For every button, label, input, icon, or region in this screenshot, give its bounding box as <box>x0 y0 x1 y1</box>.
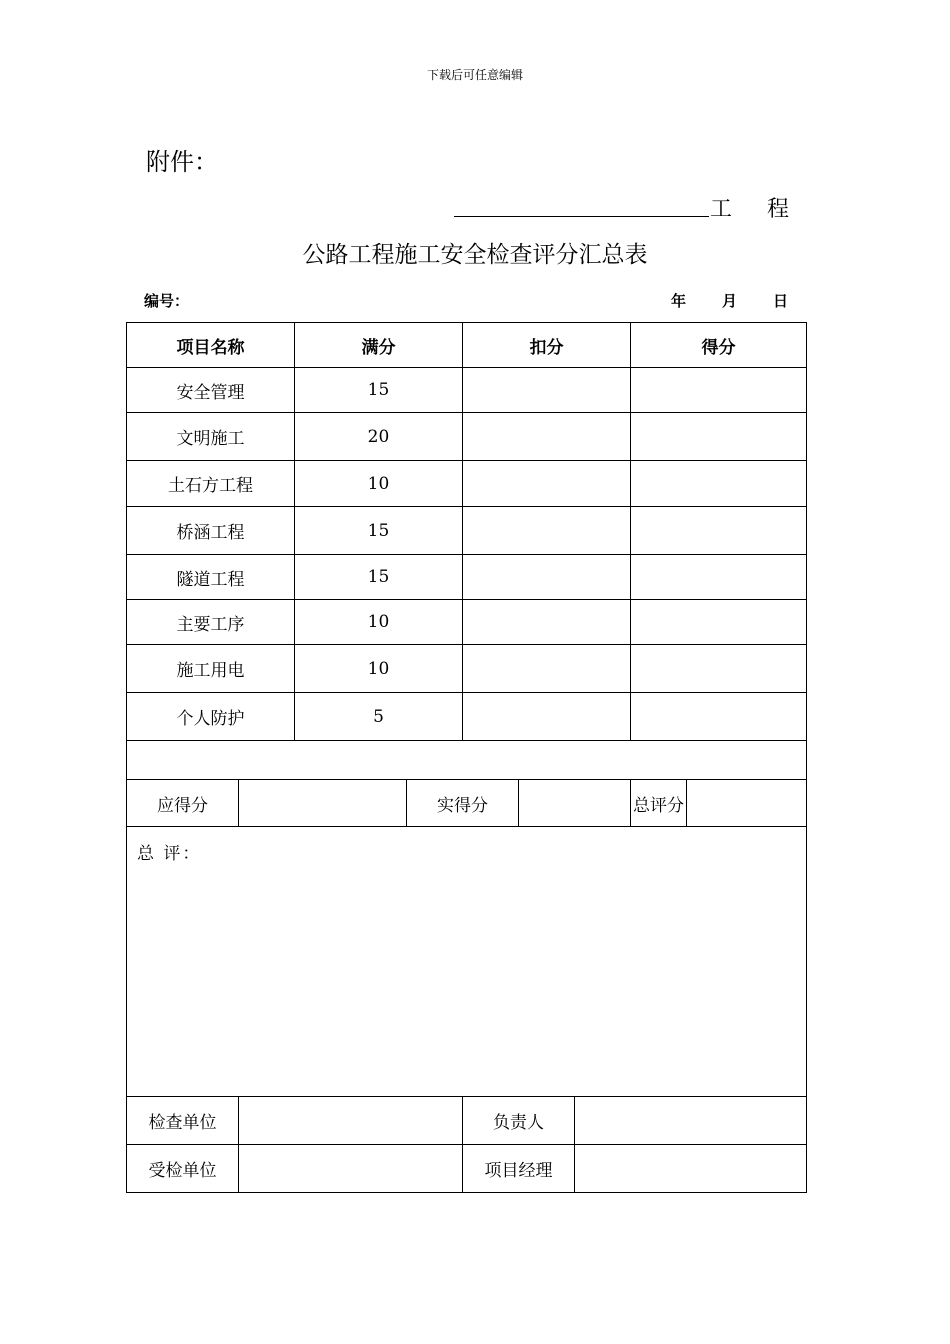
date-month-label: 月 <box>722 292 738 310</box>
deduction-cell[interactable] <box>463 507 631 555</box>
header-score: 得分 <box>631 323 807 368</box>
actual-score-value[interactable] <box>519 780 631 827</box>
inspecting-unit-value[interactable] <box>239 1097 463 1145</box>
signature-row <box>127 1097 807 1145</box>
project-label: 工 程 <box>710 197 803 222</box>
full-score-cell: 10 <box>295 600 463 645</box>
project-name-line <box>452 192 803 222</box>
full-score-cell: 15 <box>295 555 463 600</box>
total-score-label: 总评分 <box>631 780 687 827</box>
full-score-cell: 5 <box>295 693 463 741</box>
table-row <box>127 507 807 555</box>
item-name-cell: 文明施工 <box>127 413 295 461</box>
score-cell[interactable] <box>631 693 807 741</box>
summary-row <box>127 780 807 827</box>
attachment-label: 附件： <box>146 148 218 176</box>
serial-label: 编号： <box>144 292 190 310</box>
signature-row <box>127 1145 807 1193</box>
project-manager-value[interactable] <box>575 1145 807 1193</box>
score-cell[interactable] <box>631 645 807 693</box>
deduction-cell[interactable] <box>463 693 631 741</box>
blank-cell <box>127 741 807 780</box>
date-year-label: 年 <box>671 292 687 310</box>
blank-row <box>127 741 807 780</box>
item-name-cell: 施工用电 <box>127 645 295 693</box>
project-name-blank <box>454 216 709 217</box>
score-cell[interactable] <box>631 368 807 413</box>
item-name-cell: 主要工序 <box>127 600 295 645</box>
full-score-cell: 20 <box>295 413 463 461</box>
score-cell[interactable] <box>631 600 807 645</box>
table-row <box>127 645 807 693</box>
table-row <box>127 693 807 741</box>
page-title: 公路工程施工安全检查评分汇总表 <box>302 242 648 268</box>
expected-score-value[interactable] <box>239 780 407 827</box>
deduction-cell[interactable] <box>463 368 631 413</box>
item-name-cell: 个人防护 <box>127 693 295 741</box>
item-name-cell: 土石方工程 <box>127 461 295 507</box>
deduction-cell[interactable] <box>463 461 631 507</box>
deduction-cell[interactable] <box>463 600 631 645</box>
score-summary-table <box>126 322 807 1193</box>
score-cell[interactable] <box>631 555 807 600</box>
actual-score-label: 实得分 <box>407 780 519 827</box>
table-row <box>127 555 807 600</box>
header-deduction: 扣分 <box>463 323 631 368</box>
header-note: 下载后可任意编辑 <box>426 68 523 82</box>
header-full-score: 满分 <box>295 323 463 368</box>
responsible-person-label: 负责人 <box>463 1097 575 1145</box>
comment-row <box>127 827 807 1097</box>
deduction-cell[interactable] <box>463 413 631 461</box>
table-row <box>127 461 807 507</box>
table-row <box>127 600 807 645</box>
item-name-cell: 桥涵工程 <box>127 507 295 555</box>
table-row <box>127 368 807 413</box>
full-score-cell: 15 <box>295 507 463 555</box>
item-name-cell: 安全管理 <box>127 368 295 413</box>
inspected-unit-label: 受检单位 <box>127 1145 239 1193</box>
score-cell[interactable] <box>631 507 807 555</box>
inspected-unit-value[interactable] <box>239 1145 463 1193</box>
table-row <box>127 413 807 461</box>
inspecting-unit-label: 检查单位 <box>127 1097 239 1145</box>
overall-comment-cell[interactable]: 总 评： <box>127 827 807 1097</box>
score-cell[interactable] <box>631 461 807 507</box>
total-score-value[interactable] <box>687 780 807 827</box>
item-name-cell: 隧道工程 <box>127 555 295 600</box>
expected-score-label: 应得分 <box>127 780 239 827</box>
project-manager-label: 项目经理 <box>463 1145 575 1193</box>
deduction-cell[interactable] <box>463 645 631 693</box>
full-score-cell: 10 <box>295 645 463 693</box>
table-header-row <box>127 323 807 368</box>
full-score-cell: 10 <box>295 461 463 507</box>
deduction-cell[interactable] <box>463 555 631 600</box>
date-day-label: 日 <box>773 292 789 310</box>
responsible-person-value[interactable] <box>575 1097 807 1145</box>
full-score-cell: 15 <box>295 368 463 413</box>
score-cell[interactable] <box>631 413 807 461</box>
header-item-name: 项目名称 <box>127 323 295 368</box>
